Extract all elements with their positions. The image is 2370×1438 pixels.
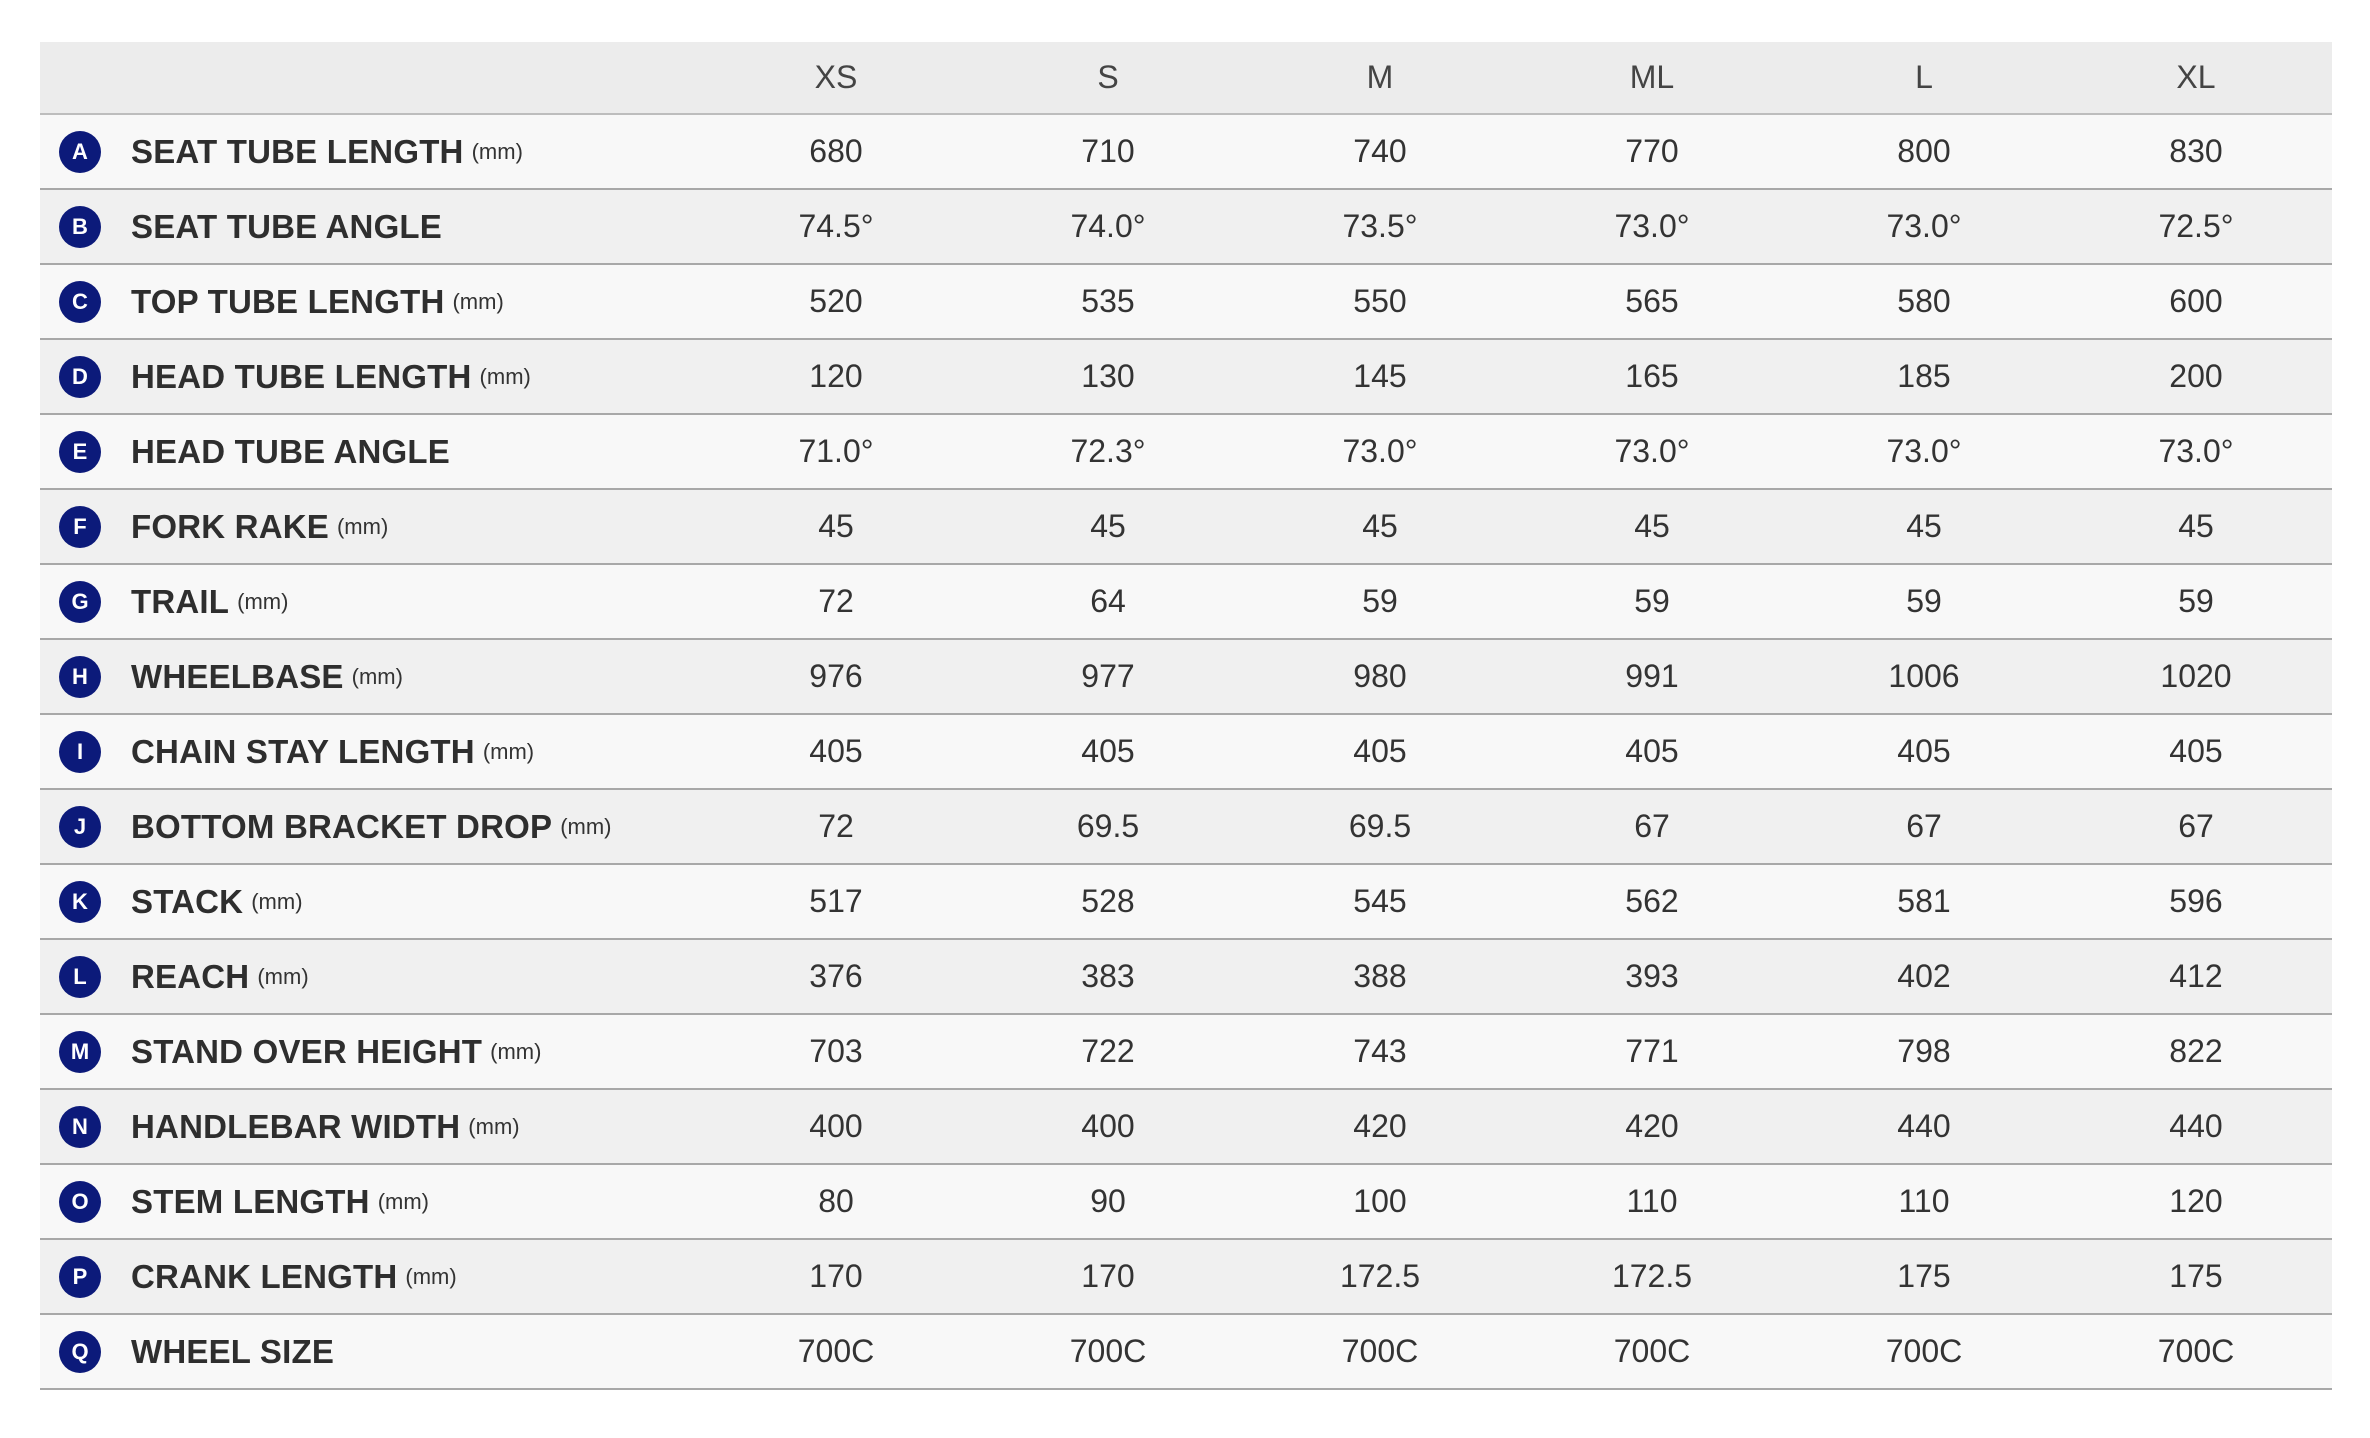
- row-unit: (mm): [452, 288, 504, 314]
- row-letter-badge: J: [59, 806, 101, 848]
- row-label-cell: [40, 564, 700, 639]
- value-cell-l: 440: [1788, 1089, 2060, 1164]
- value-cell-xs: 74.5°: [700, 189, 972, 264]
- value-cell-ml: 770: [1516, 114, 1788, 189]
- value-cell-m: 100: [1244, 1164, 1516, 1239]
- value-cell-ml: 165: [1516, 339, 1788, 414]
- row-title: REACH: [131, 957, 250, 995]
- value-cell-m: 388: [1244, 939, 1516, 1014]
- value-cell-s: 130: [972, 339, 1244, 414]
- value-cell-s: 400: [972, 1089, 1244, 1164]
- table-row: [40, 1314, 2332, 1389]
- value-cell-ml: 405: [1516, 714, 1788, 789]
- row-title: CHAIN STAY LENGTH: [131, 732, 475, 770]
- row-letter-badge: I: [59, 731, 101, 773]
- value-cell-l: 581: [1788, 864, 2060, 939]
- value-cell-ml: 700C: [1516, 1314, 1788, 1389]
- value-cell-l: 175: [1788, 1239, 2060, 1314]
- value-cell-xs: 517: [700, 864, 972, 939]
- table-body: [40, 114, 2332, 1389]
- value-cell-l: 67: [1788, 789, 2060, 864]
- value-cell-s: 170: [972, 1239, 1244, 1314]
- value-cell-xs: 376: [700, 939, 972, 1014]
- value-cell-m: 69.5: [1244, 789, 1516, 864]
- value-cell-ml: 73.0°: [1516, 189, 1788, 264]
- value-cell-s: 69.5: [972, 789, 1244, 864]
- value-cell-s: 722: [972, 1014, 1244, 1089]
- row-label-cell: [40, 789, 700, 864]
- row-label-cell: [40, 339, 700, 414]
- value-cell-l: 59: [1788, 564, 2060, 639]
- value-cell-xs: 170: [700, 1239, 972, 1314]
- value-cell-xl: 596: [2060, 864, 2332, 939]
- value-cell-m: 59: [1244, 564, 1516, 639]
- size-header-m: M: [1244, 42, 1516, 114]
- value-cell-xl: 822: [2060, 1014, 2332, 1089]
- value-cell-s: 405: [972, 714, 1244, 789]
- value-cell-l: 402: [1788, 939, 2060, 1014]
- row-unit: (mm): [251, 888, 303, 914]
- value-cell-l: 580: [1788, 264, 2060, 339]
- value-cell-ml: 172.5: [1516, 1239, 1788, 1314]
- row-label-cell: [40, 114, 700, 189]
- row-unit: (mm): [560, 813, 612, 839]
- value-cell-xl: 405: [2060, 714, 2332, 789]
- row-letter-badge: N: [59, 1106, 101, 1148]
- value-cell-s: 45: [972, 489, 1244, 564]
- value-cell-m: 73.5°: [1244, 189, 1516, 264]
- table-row: [40, 789, 2332, 864]
- row-title: STAND OVER HEIGHT: [131, 1032, 483, 1070]
- size-header-s: S: [972, 42, 1244, 114]
- value-cell-xl: 440: [2060, 1089, 2332, 1164]
- row-unit: (mm): [471, 138, 523, 164]
- value-cell-m: 45: [1244, 489, 1516, 564]
- value-cell-xs: 700C: [700, 1314, 972, 1389]
- table-row: [40, 189, 2332, 264]
- value-cell-l: 405: [1788, 714, 2060, 789]
- table-row: [40, 714, 2332, 789]
- value-cell-xl: 45: [2060, 489, 2332, 564]
- value-cell-s: 383: [972, 939, 1244, 1014]
- size-header-xs: XS: [700, 42, 972, 114]
- value-cell-l: 1006: [1788, 639, 2060, 714]
- row-title: BOTTOM BRACKET DROP: [131, 807, 553, 845]
- row-label-cell: [40, 639, 700, 714]
- row-title: CRANK LENGTH: [131, 1257, 398, 1295]
- value-cell-xl: 73.0°: [2060, 414, 2332, 489]
- row-letter-badge: A: [59, 131, 101, 173]
- row-letter-badge: P: [59, 1256, 101, 1298]
- size-header-ml: ML: [1516, 42, 1788, 114]
- table-row: [40, 339, 2332, 414]
- value-cell-xs: 45: [700, 489, 972, 564]
- row-unit: (mm): [336, 513, 389, 539]
- value-cell-m: 145: [1244, 339, 1516, 414]
- value-cell-m: 700C: [1244, 1314, 1516, 1389]
- value-cell-l: 185: [1788, 339, 2060, 414]
- size-header-xl: XL: [2060, 42, 2332, 114]
- row-title: TRAIL: [131, 582, 230, 620]
- row-label-cell: [40, 414, 700, 489]
- value-cell-ml: 562: [1516, 864, 1788, 939]
- value-cell-m: 740: [1244, 114, 1516, 189]
- row-title: SEAT TUBE LENGTH: [131, 132, 464, 170]
- value-cell-xs: 405: [700, 714, 972, 789]
- row-unit: (mm): [351, 663, 403, 689]
- table-row: [40, 264, 2332, 339]
- value-cell-xs: 680: [700, 114, 972, 189]
- row-letter-badge: L: [59, 956, 101, 998]
- value-cell-xs: 72: [700, 564, 972, 639]
- value-cell-xs: 703: [700, 1014, 972, 1089]
- row-title: TOP TUBE LENGTH: [131, 282, 445, 320]
- table-row: [40, 864, 2332, 939]
- row-unit: (mm): [405, 1263, 457, 1289]
- value-cell-xs: 400: [700, 1089, 972, 1164]
- row-letter-badge: F: [59, 506, 101, 548]
- value-cell-s: 535: [972, 264, 1244, 339]
- row-label-cell: [40, 1239, 700, 1314]
- row-unit: (mm): [257, 963, 309, 989]
- table-row: [40, 489, 2332, 564]
- row-label-cell: [40, 939, 700, 1014]
- table-row: [40, 1164, 2332, 1239]
- row-letter-badge: C: [59, 281, 101, 323]
- row-unit: (mm): [377, 1188, 430, 1214]
- value-cell-ml: 67: [1516, 789, 1788, 864]
- value-cell-m: 550: [1244, 264, 1516, 339]
- row-label-cell: [40, 189, 700, 264]
- value-cell-ml: 59: [1516, 564, 1788, 639]
- row-label-cell: [40, 264, 700, 339]
- row-title: HEAD TUBE LENGTH: [131, 357, 472, 395]
- row-title: WHEEL SIZE: [131, 1332, 335, 1370]
- value-cell-s: 90: [972, 1164, 1244, 1239]
- table-row: [40, 1089, 2332, 1164]
- value-cell-ml: 420: [1516, 1089, 1788, 1164]
- value-cell-xl: 120: [2060, 1164, 2332, 1239]
- row-letter-badge: Q: [59, 1331, 101, 1373]
- value-cell-s: 977: [972, 639, 1244, 714]
- value-cell-xl: 830: [2060, 114, 2332, 189]
- value-cell-l: 798: [1788, 1014, 2060, 1089]
- value-cell-l: 110: [1788, 1164, 2060, 1239]
- table-row: [40, 1239, 2332, 1314]
- row-title: STACK: [131, 882, 244, 920]
- value-cell-m: 545: [1244, 864, 1516, 939]
- value-cell-ml: 771: [1516, 1014, 1788, 1089]
- value-cell-xl: 175: [2060, 1239, 2332, 1314]
- value-cell-xl: 72.5°: [2060, 189, 2332, 264]
- header-row: [40, 42, 2332, 114]
- row-unit: (mm): [468, 1113, 520, 1139]
- value-cell-s: 710: [972, 114, 1244, 189]
- row-title: WHEELBASE: [131, 657, 344, 695]
- value-cell-s: 528: [972, 864, 1244, 939]
- value-cell-xs: 71.0°: [700, 414, 972, 489]
- value-cell-ml: 393: [1516, 939, 1788, 1014]
- table-row: [40, 114, 2332, 189]
- table-header: [40, 42, 2332, 114]
- row-unit: (mm): [490, 1038, 542, 1064]
- value-cell-ml: 110: [1516, 1164, 1788, 1239]
- row-letter-badge: M: [59, 1031, 101, 1073]
- value-cell-l: 73.0°: [1788, 414, 2060, 489]
- row-label-cell: [40, 1314, 700, 1389]
- value-cell-l: 800: [1788, 114, 2060, 189]
- row-letter-badge: B: [59, 206, 101, 248]
- value-cell-ml: 991: [1516, 639, 1788, 714]
- value-cell-xl: 1020: [2060, 639, 2332, 714]
- row-title: HEAD TUBE ANGLE: [131, 432, 450, 470]
- table-row: [40, 939, 2332, 1014]
- value-cell-xl: 67: [2060, 789, 2332, 864]
- value-cell-m: 172.5: [1244, 1239, 1516, 1314]
- value-cell-s: 74.0°: [972, 189, 1244, 264]
- row-label-cell: [40, 489, 700, 564]
- row-label-cell: [40, 714, 700, 789]
- row-title: FORK RAKE: [131, 507, 329, 545]
- value-cell-xl: 600: [2060, 264, 2332, 339]
- value-cell-xs: 120: [700, 339, 972, 414]
- table-row: [40, 1014, 2332, 1089]
- value-cell-l: 73.0°: [1788, 189, 2060, 264]
- row-letter-badge: D: [59, 356, 101, 398]
- value-cell-l: 700C: [1788, 1314, 2060, 1389]
- value-cell-m: 980: [1244, 639, 1516, 714]
- row-unit: (mm): [237, 588, 289, 614]
- row-unit: (mm): [479, 363, 531, 389]
- row-letter-badge: E: [59, 431, 101, 473]
- table-row: [40, 639, 2332, 714]
- value-cell-s: 700C: [972, 1314, 1244, 1389]
- value-cell-xs: 72: [700, 789, 972, 864]
- row-letter-badge: O: [59, 1181, 101, 1223]
- row-letter-badge: K: [59, 881, 101, 923]
- value-cell-l: 45: [1788, 489, 2060, 564]
- value-cell-ml: 45: [1516, 489, 1788, 564]
- geometry-table: [40, 42, 2332, 1390]
- row-label-cell: [40, 1089, 700, 1164]
- row-label-cell: [40, 1014, 700, 1089]
- header-label-cell: [40, 42, 700, 114]
- value-cell-m: 420: [1244, 1089, 1516, 1164]
- row-label-cell: [40, 1164, 700, 1239]
- value-cell-xs: 80: [700, 1164, 972, 1239]
- size-header-l: L: [1788, 42, 2060, 114]
- row-title: STEM LENGTH: [131, 1182, 370, 1220]
- value-cell-xs: 520: [700, 264, 972, 339]
- value-cell-xl: 200: [2060, 339, 2332, 414]
- row-label-cell: [40, 864, 700, 939]
- value-cell-m: 73.0°: [1244, 414, 1516, 489]
- table-row: [40, 564, 2332, 639]
- value-cell-s: 72.3°: [972, 414, 1244, 489]
- value-cell-xl: 412: [2060, 939, 2332, 1014]
- row-title: HANDLEBAR WIDTH: [131, 1107, 461, 1145]
- value-cell-s: 64: [972, 564, 1244, 639]
- row-letter-badge: H: [59, 656, 101, 698]
- value-cell-xl: 700C: [2060, 1314, 2332, 1389]
- row-unit: (mm): [482, 738, 535, 764]
- value-cell-ml: 73.0°: [1516, 414, 1788, 489]
- table-row: [40, 414, 2332, 489]
- value-cell-xl: 59: [2060, 564, 2332, 639]
- row-title: SEAT TUBE ANGLE: [131, 207, 443, 245]
- value-cell-m: 743: [1244, 1014, 1516, 1089]
- row-letter-badge: G: [59, 581, 101, 623]
- value-cell-xs: 976: [700, 639, 972, 714]
- value-cell-ml: 565: [1516, 264, 1788, 339]
- value-cell-m: 405: [1244, 714, 1516, 789]
